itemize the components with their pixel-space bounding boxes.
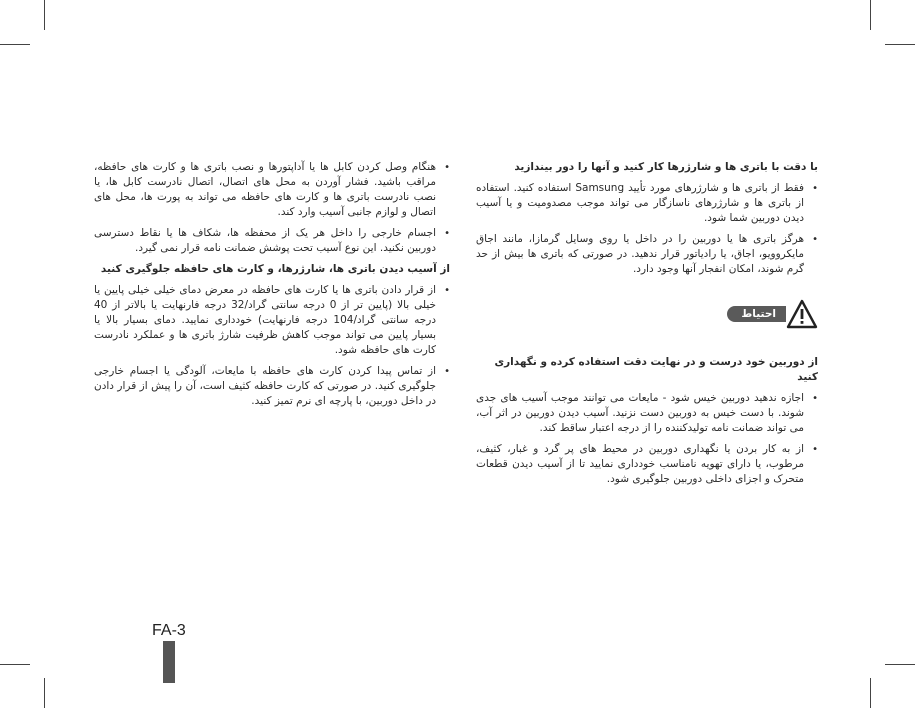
crop-mark-bottom-left-v [44, 678, 45, 708]
bullet-icon: • [444, 366, 450, 377]
connection-care-list [94, 160, 450, 256]
list-item: • هرگز باتری ها یا دوربین را در داخل یا روی وسایل گرمازا، مانند اجاق مایکروویو، اجاق، یا رادیاتور قرار ندهید. در صورتی که باتری ها بیش از حد گرم شوند، امکان انفجار آنها وجود دارد. [476, 233, 818, 275]
bullet-icon: • [812, 393, 818, 404]
section-heading-camera-care: از دوربین خود درست و در نهایت دقت استفاده کرده و نگهداری کنید [494, 356, 818, 383]
right-column [476, 160, 818, 493]
crop-mark-top-left-h [0, 44, 30, 45]
crop-mark-top-right-v [870, 0, 871, 30]
section-heading-battery-care: با دقت با باتری ها و شارژرها کار کنید و آنها را دور بیندازید [514, 161, 818, 173]
list-item: • از به کار بردن یا نگهداری دوربین در محیط های پر گرد و غبار، کثیف، مرطوب، یا دارای تهویه نامناسب خودداری نمایید تا از آسیب دیدن قطعات متحرک و اجزای داخلی دوربین جلوگیری شود. [476, 443, 818, 485]
crop-mark-bottom-right-v [870, 678, 871, 708]
list-item: • از تماس پیدا کردن کارت های حافظه با مایعات، آلودگی یا اجسام خارجی جلوگیری کنید. در صورتی که کارت حافظه کثیف است، آن را پیش از قرار دادن در داخل دوربین، با پارچه ای نرم تمیز کنید. [94, 365, 450, 407]
crop-mark-bottom-left-h [0, 664, 30, 665]
bullet-icon: • [444, 285, 450, 296]
bullet-icon: • [812, 234, 818, 245]
list-item: • از قرار دادن باتری ها یا کارت های حافظه در معرض دمای خیلی خیلی پایین یا خیلی بالا (پایین تر از 0 درجه سانتی گراد/32 درجه فارنهایت یا بالاتر از 40 درجه سانتی گراد/104 درجه فارنهایت) خودداری نمایید. دمای بسیار بالا یا بسیار پایین می تواند موجب کاهش ظرفیت شارژ باتری ها و عملکرد نادرست کارت های حافظه شود. [94, 284, 450, 356]
left-column [94, 160, 450, 415]
memory-card-care-list [94, 283, 450, 409]
crop-mark-bottom-right-h [885, 664, 915, 665]
list-item: • فقط از باتری ها و شارژرهای مورد تأیید Samsung استفاده کنید. استفاده از باتری ها و شارژرهای ناسازگار می تواند موجب مصدومیت و یا آسیب دیدن دوربین شما شود. [476, 182, 818, 224]
crop-mark-top-left-v [44, 0, 45, 30]
bullet-icon: • [444, 162, 450, 173]
warning-triangle-icon [786, 299, 818, 329]
bullet-icon: • [812, 183, 818, 194]
warning-badge [727, 299, 818, 329]
section-heading-memory-card-care: از آسیب دیدن باتری ها، شارژرها، و کارت های حافظه جلوگیری کنید [100, 263, 450, 275]
camera-care-list [476, 391, 818, 487]
bullet-icon: • [444, 228, 450, 239]
page-number: FA-3 [152, 622, 186, 639]
crop-mark-top-right-h [885, 44, 915, 45]
list-item: • اجسام خارجی را داخل هر یک از محفظه ها، شکاف ها یا نقاط دسترسی دوربین نکنید. این نوع آسیب تحت پوشش ضمانت نامه قرار نمی گیرد. [94, 227, 450, 254]
bullet-icon: • [812, 444, 818, 455]
list-item: • اجازه ندهید دوربین خیس شود - مایعات می توانند موجب آسیب های جدی شوند. با دست خیس به دوربین دست نزنید. آسیب دیدن دوربین در اثر آب، می تواند ضمانت نامه تولیدکننده را از درجه اعتبار ساقط کند. [476, 392, 818, 434]
warning-banner [476, 299, 818, 329]
list-item: • هنگام وصل کردن کابل ها یا آداپتورها و نصب باتری ها و کارت های حافظه، مراقب باشید. فشار آوردن به محل های اتصال، اتصال نادرست کابل ها، یا نصب نادرست باتری ها و کارت های حافظه می تواند به پورت ها، محل های اتصال و لوازم جانبی آسیب وارد کند. [94, 161, 450, 218]
battery-care-list [476, 181, 818, 277]
page-edge-tab [163, 641, 175, 683]
warning-label: احتیاط [727, 306, 786, 322]
